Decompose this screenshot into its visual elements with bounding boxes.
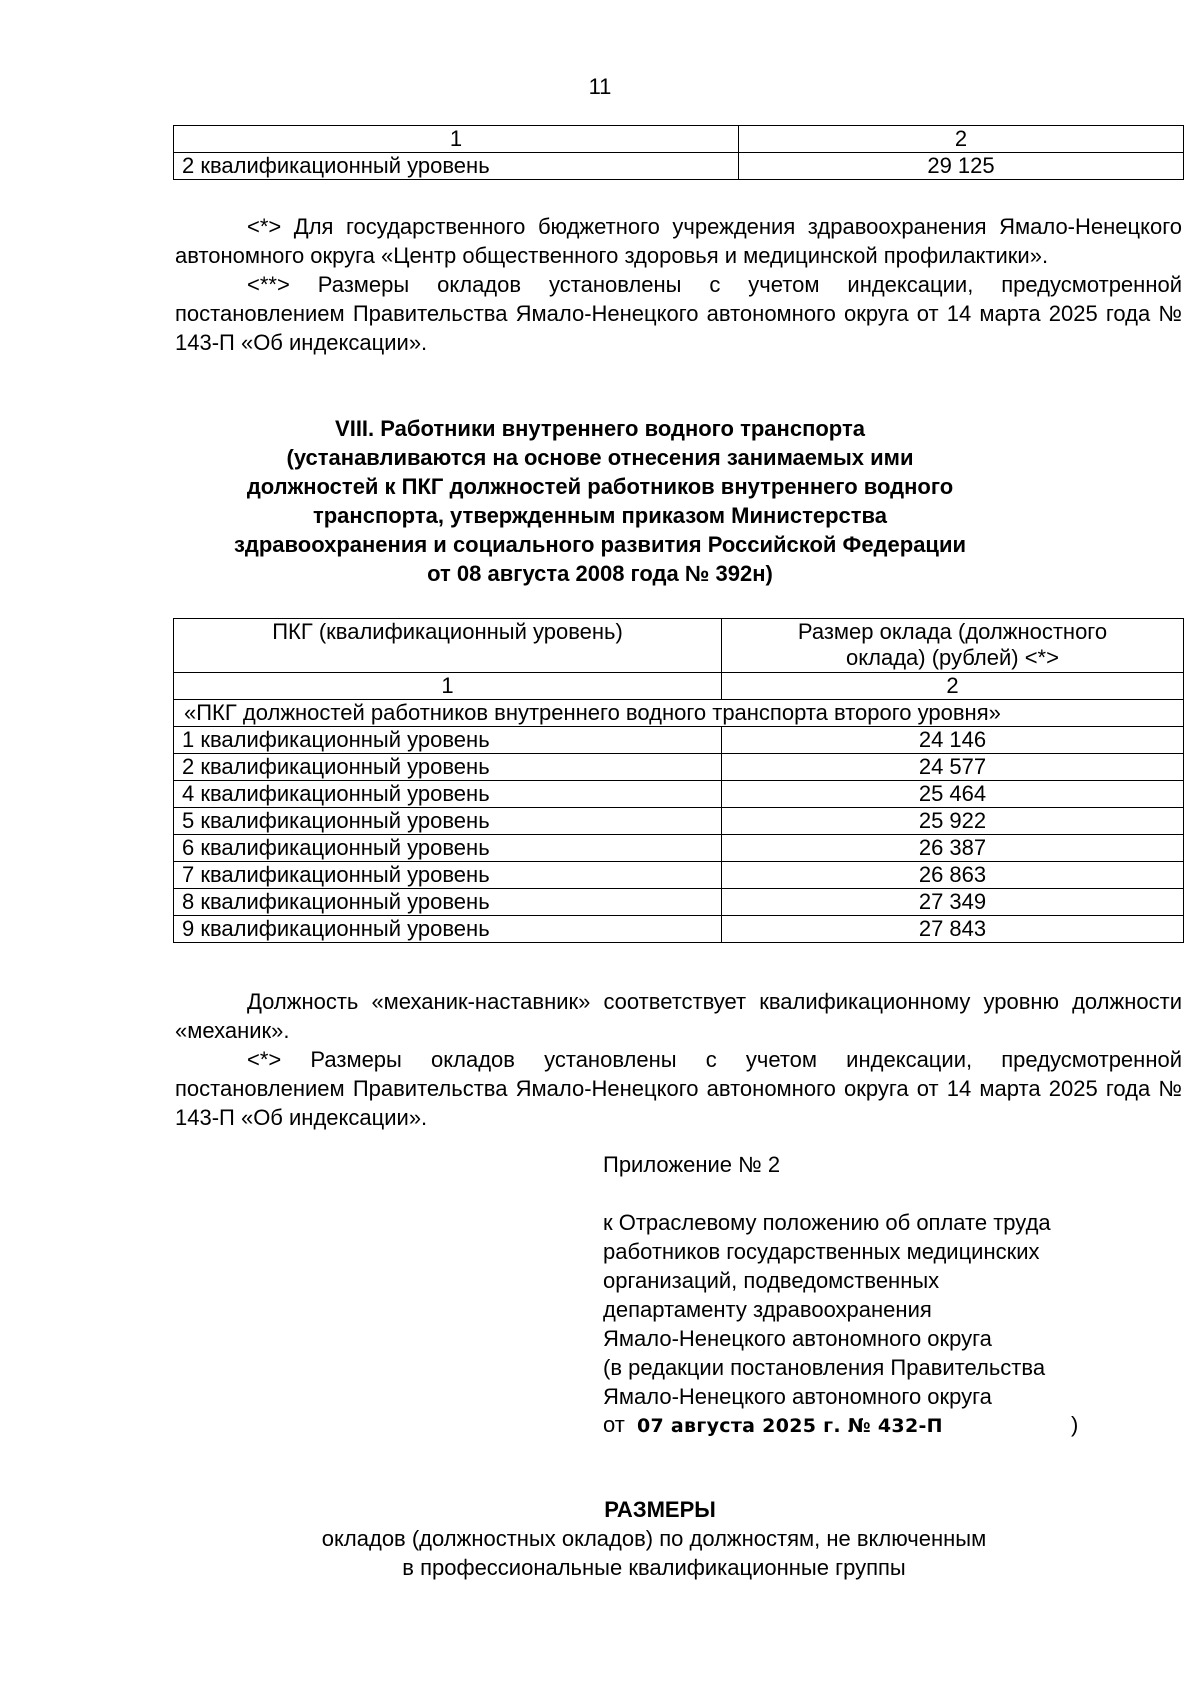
note-paragraph: Должность «механик-наставник» соответствует квалификационному уровню должности «механик». [175, 989, 1182, 1043]
section-title-line: должностей к ПКГ должностей работников внутреннего водного [246, 474, 954, 499]
amount-cell: 27 843 [722, 916, 1184, 943]
footnote: <**> Размеры окладов установлены с учетом индексации, предусмотренной постановлением Правительства Ямало-Ненецкого автономного округа от 14 марта 2025 года № 143-П «Об индексации». [175, 272, 1182, 355]
level-cell: 1 квалификационный уровень [174, 727, 722, 754]
column-number: 2 [722, 673, 1184, 700]
footnote: <*> Для государственного бюджетного учреждения здравоохранения Ямало-Ненецкого автономного округа «Центр общественного здоровья и медицинской профилактики». [175, 214, 1182, 268]
amount-cell: 25 464 [722, 781, 1184, 808]
appendix-heading [603, 1150, 780, 1179]
table-row [174, 889, 1184, 916]
salary-table [173, 618, 1184, 943]
appendix-description [603, 1208, 1051, 1411]
level-cell: 2 квалификационный уровень [174, 153, 739, 180]
level-cell: 4 квалификационный уровень [174, 781, 722, 808]
appendix-title: Приложение № 2 [603, 1152, 781, 1177]
table-header-row [174, 619, 1184, 673]
column-header: Размер оклада (должностного оклада) (рублей) <*> [722, 619, 1184, 673]
column-number: 1 [174, 126, 739, 153]
appendix-date-line [603, 1410, 1083, 1441]
amount-cell: 26 387 [722, 835, 1184, 862]
appendix-line: организаций, подведомственных [603, 1268, 940, 1293]
group-row [174, 700, 1184, 727]
appendix-line: Ямало-Ненецкого автономного округа [603, 1326, 992, 1351]
amount-cell: 24 577 [722, 754, 1184, 781]
sizes-subtitle-line: окладов (должностных окладов) по должностям, не включенным [321, 1526, 987, 1551]
amount-cell: 25 922 [722, 808, 1184, 835]
level-cell: 8 квалификационный уровень [174, 889, 722, 916]
amount-cell: 29 125 [739, 153, 1184, 180]
footnote: <*> Размеры окладов установлены с учетом индексации, предусмотренной постановлением Правительства Ямало-Ненецкого автономного округа от 14 марта 2025 года № 143-П «Об индексации». [175, 1047, 1182, 1130]
section-title-line: VIII. Работники внутреннего водного транспорта [335, 416, 865, 441]
level-cell: 5 квалификационный уровень [174, 808, 722, 835]
table-header-row [174, 126, 1184, 153]
notes-bottom [175, 987, 1182, 1132]
section-title-line: от 08 августа 2008 года № 392н) [427, 561, 773, 586]
level-cell: 2 квалификационный уровень [174, 754, 722, 781]
table-row [174, 781, 1184, 808]
date-suffix: ) [1071, 1412, 1079, 1437]
table-row [174, 862, 1184, 889]
sizes-subtitle [54, 1524, 1200, 1582]
table-row [174, 808, 1184, 835]
amount-cell: 26 863 [722, 862, 1184, 889]
sizes-subtitle-line: в профессиональные квалификационные группы [402, 1555, 906, 1580]
date-prefix: от [603, 1412, 625, 1437]
appendix-line: работников государственных медицинских [603, 1239, 1040, 1264]
table-row [174, 835, 1184, 862]
sizes-title: РАЗМЕРЫ [604, 1497, 716, 1522]
table-row [174, 153, 1184, 180]
level-cell: 9 квалификационный уровень [174, 916, 722, 943]
notes-top [175, 212, 1182, 357]
column-number: 1 [174, 673, 722, 700]
level-cell: 7 квалификационный уровень [174, 862, 722, 889]
amount-cell: 27 349 [722, 889, 1184, 916]
column-number: 2 [739, 126, 1184, 153]
section-title [175, 414, 1025, 588]
date-value: 07 августа 2025 г. № 432-П [636, 1415, 943, 1437]
section-title-line: здравоохранения и социального развития Российской Федерации [233, 532, 967, 557]
section-title-line: (устанавливаются на основе отнесения занимаемых ими [286, 445, 914, 470]
appendix-line: к Отраслевому положению об оплате труда [603, 1210, 1051, 1235]
appendix-line: департаменту здравоохранения [603, 1297, 932, 1322]
page-number: 11 [588, 74, 612, 99]
column-header: ПКГ (квалификационный уровень) [174, 619, 722, 673]
table-row [174, 727, 1184, 754]
level-cell: 6 квалификационный уровень [174, 835, 722, 862]
top-table [173, 125, 1184, 180]
amount-cell: 24 146 [722, 727, 1184, 754]
table-row [174, 754, 1184, 781]
table-number-row [174, 673, 1184, 700]
appendix-line: (в редакции постановления Правительства [603, 1355, 1046, 1380]
appendix-line: Ямало-Ненецкого автономного округа [603, 1384, 992, 1409]
table-row [174, 916, 1184, 943]
group-cell: «ПКГ должностей работников внутреннего водного транспорта второго уровня» [174, 700, 1184, 727]
section-title-line: транспорта, утвержденным приказом Министерства [312, 503, 888, 528]
